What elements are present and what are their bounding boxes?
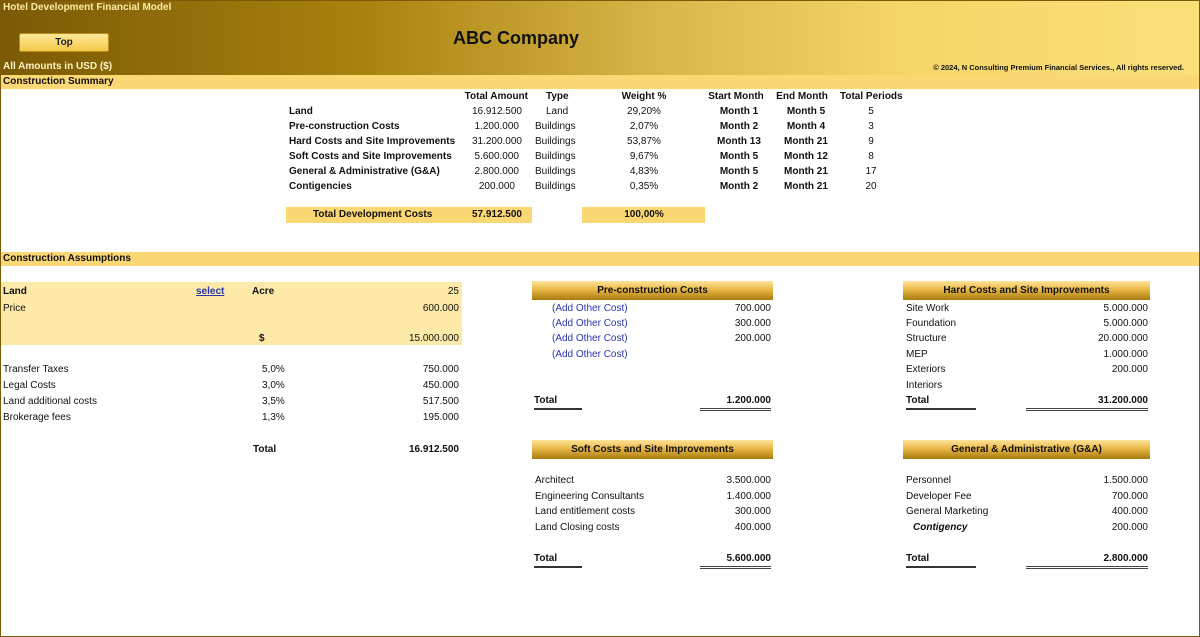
soft-cost-value[interactable]: 400.000 [734, 522, 771, 533]
price-label: Price [3, 303, 26, 314]
summary-row-name: General & Administrative (G&A) [289, 166, 440, 177]
soft-cost-label: Land Closing costs [535, 522, 620, 533]
land-item-value: 750.000 [422, 364, 459, 375]
ga-total-value: 2.800.000 [1026, 552, 1148, 569]
hard-costs-total-label: Total [906, 394, 976, 410]
ga-value[interactable]: 1.500.000 [1103, 475, 1148, 486]
summary-row-name: Pre-construction Costs [289, 121, 400, 132]
add-other-cost-link[interactable]: (Add Other Cost) [552, 303, 628, 314]
summary-row-name: Contigencies [289, 181, 352, 192]
hard-cost-label: Exteriors [906, 364, 946, 375]
summary-row-end: Month 5 [786, 106, 826, 117]
land-value: 15.000.000 [408, 333, 459, 344]
summary-row-start: Month 1 [719, 106, 759, 117]
summary-row-end: Month 4 [786, 121, 826, 132]
summary-row-periods: 9 [868, 136, 874, 147]
soft-costs-header: Soft Costs and Site Improvements [532, 440, 773, 459]
land-unit-label: Acre [252, 286, 275, 297]
summary-row-type: Buildings [535, 181, 576, 192]
soft-costs-total-value: 5.600.000 [700, 552, 771, 569]
assumptions-band [0, 252, 1200, 266]
land-item-label: Brokerage fees [3, 412, 71, 423]
land-item-pct[interactable]: 3,5% [262, 396, 285, 407]
summary-row-start: Month 13 [717, 136, 761, 147]
col-header-total-periods: Total Periods [840, 91, 903, 102]
ga-total-label: Total [906, 552, 976, 568]
land-item-value: 450.000 [422, 380, 459, 391]
hard-cost-label: Site Work [906, 303, 950, 314]
land-total-value: 16.912.500 [408, 444, 459, 455]
summary-row-end: Month 21 [784, 166, 828, 177]
total-development-costs-value: 57.912.500 [471, 209, 522, 220]
summary-row-end: Month 21 [784, 181, 828, 192]
land-total-label: Total [253, 444, 277, 455]
summary-row-start: Month 5 [719, 166, 759, 177]
summary-row-type: Buildings [535, 121, 576, 132]
summary-row-type: Buildings [535, 151, 576, 162]
summary-row-amount: 1.200.000 [474, 121, 519, 132]
summary-row-type: Buildings [535, 136, 576, 147]
summary-row-amount: 31.200.000 [471, 136, 522, 147]
summary-section-label: Construction Summary [3, 76, 114, 87]
assumptions-section-label: Construction Assumptions [3, 253, 131, 264]
ga-header: General & Administrative (G&A) [903, 440, 1150, 459]
hard-cost-value[interactable]: 5.000.000 [1103, 303, 1148, 314]
summary-row-periods: 20 [865, 181, 877, 192]
summary-row-end: Month 21 [784, 136, 828, 147]
summary-row-name: Hard Costs and Site Improvements [289, 136, 456, 147]
land-acres-value[interactable]: 25 [447, 286, 459, 297]
hard-cost-value[interactable]: 20.000.000 [1097, 333, 1148, 344]
soft-cost-label: Land entitlement costs [535, 506, 636, 517]
add-other-cost-link[interactable]: (Add Other Cost) [552, 349, 628, 360]
hard-cost-value[interactable]: 5.000.000 [1103, 318, 1148, 329]
preconstruction-item-value[interactable]: 300.000 [734, 318, 771, 329]
price-value[interactable]: 600.000 [422, 303, 459, 314]
company-name: ABC Company [453, 28, 580, 48]
summary-band [0, 75, 1200, 89]
ga-value[interactable]: 200.000 [1111, 522, 1148, 533]
hard-costs-total-value: 31.200.000 [1026, 394, 1148, 411]
total-weight-value: 100,00% [624, 209, 664, 220]
add-other-cost-link[interactable]: (Add Other Cost) [552, 318, 628, 329]
app-title: Hotel Development Financial Model [3, 2, 172, 13]
preconstruction-total-label: Total [534, 394, 582, 410]
hard-costs-header: Hard Costs and Site Improvements [903, 281, 1150, 300]
soft-cost-value[interactable]: 3.500.000 [726, 475, 771, 486]
summary-row-start: Month 2 [719, 121, 759, 132]
soft-cost-label: Architect [535, 475, 574, 486]
preconstruction-total-value: 1.200.000 [700, 394, 771, 411]
add-other-cost-link[interactable]: (Add Other Cost) [552, 333, 628, 344]
summary-row-weight: 0,35% [629, 181, 659, 192]
ga-label: Developer Fee [906, 491, 972, 502]
summary-row-weight: 4,83% [629, 166, 659, 177]
soft-costs-total-label: Total [534, 552, 582, 568]
summary-row-amount: 2.800.000 [474, 166, 519, 177]
summary-row-periods: 17 [865, 166, 877, 177]
hard-cost-value[interactable]: 200.000 [1111, 364, 1148, 375]
summary-row-periods: 5 [868, 106, 874, 117]
summary-row-weight: 2,07% [629, 121, 659, 132]
currency-note: All Amounts in USD ($) [3, 61, 113, 72]
soft-cost-value[interactable]: 1.400.000 [726, 491, 771, 502]
soft-cost-label: Engineering Consultants [535, 491, 644, 502]
ga-value[interactable]: 700.000 [1111, 491, 1148, 502]
summary-row-start: Month 2 [719, 181, 759, 192]
summary-row-periods: 3 [868, 121, 874, 132]
summary-row-amount: 5.600.000 [474, 151, 519, 162]
land-item-value: 517.500 [422, 396, 459, 407]
ga-label: Personnel [906, 475, 952, 486]
summary-row-end: Month 12 [784, 151, 828, 162]
summary-row-type: Buildings [535, 166, 576, 177]
top-button[interactable]: Top [19, 33, 109, 52]
land-select-link[interactable]: select [196, 286, 225, 297]
total-development-costs-label: Total Development Costs [313, 209, 433, 220]
hard-cost-label: Structure [906, 333, 947, 344]
col-header-total-amount: Total Amount [464, 91, 528, 102]
hard-cost-label: Interiors [906, 380, 943, 391]
summary-row-name: Soft Costs and Site Improvements [289, 151, 452, 162]
hard-cost-label: Foundation [906, 318, 957, 329]
ga-value[interactable]: 400.000 [1111, 506, 1148, 517]
land-item-value: 195.000 [422, 412, 459, 423]
land-item-pct[interactable]: 3,0% [262, 380, 285, 391]
preconstruction-item-value[interactable]: 200.000 [734, 333, 771, 344]
summary-row-periods: 8 [868, 151, 874, 162]
summary-row-amount: 16.912.500 [471, 106, 522, 117]
land-item-label: Legal Costs [3, 380, 56, 391]
currency-symbol: $ [259, 333, 265, 344]
summary-row-name: Land [289, 106, 313, 117]
ga-contingency-label: Contigency [913, 522, 968, 533]
preconstruction-item-value[interactable]: 700.000 [734, 303, 771, 314]
summary-row-weight: 29,20% [627, 106, 661, 117]
hard-cost-value[interactable]: 1.000.000 [1103, 349, 1148, 360]
land-item-label: Land additional costs [3, 396, 97, 407]
col-header-type: Type [546, 91, 569, 102]
land-item-label: Transfer Taxes [3, 364, 69, 375]
ga-label: General Marketing [906, 506, 989, 517]
summary-row-weight: 9,67% [629, 151, 659, 162]
summary-row-amount: 200.000 [478, 181, 515, 192]
col-header-start-month: Start Month [708, 91, 764, 102]
summary-row-type: Land [546, 106, 569, 117]
col-header-end-month: End Month [776, 91, 828, 102]
land-label: Land [3, 286, 27, 297]
hard-cost-label: MEP [906, 349, 928, 360]
summary-row-start: Month 5 [719, 151, 759, 162]
land-item-pct[interactable]: 5,0% [262, 364, 285, 375]
copyright: © 2024, N Consulting Premium Financial Services., All rights reserved. [933, 63, 1184, 72]
summary-row-weight: 53,87% [627, 136, 661, 147]
land-item-pct[interactable]: 1,3% [262, 412, 285, 423]
preconstruction-header: Pre-construction Costs [532, 281, 773, 300]
soft-cost-value[interactable]: 300.000 [734, 506, 771, 517]
col-header-weight: Weight % [621, 91, 667, 102]
